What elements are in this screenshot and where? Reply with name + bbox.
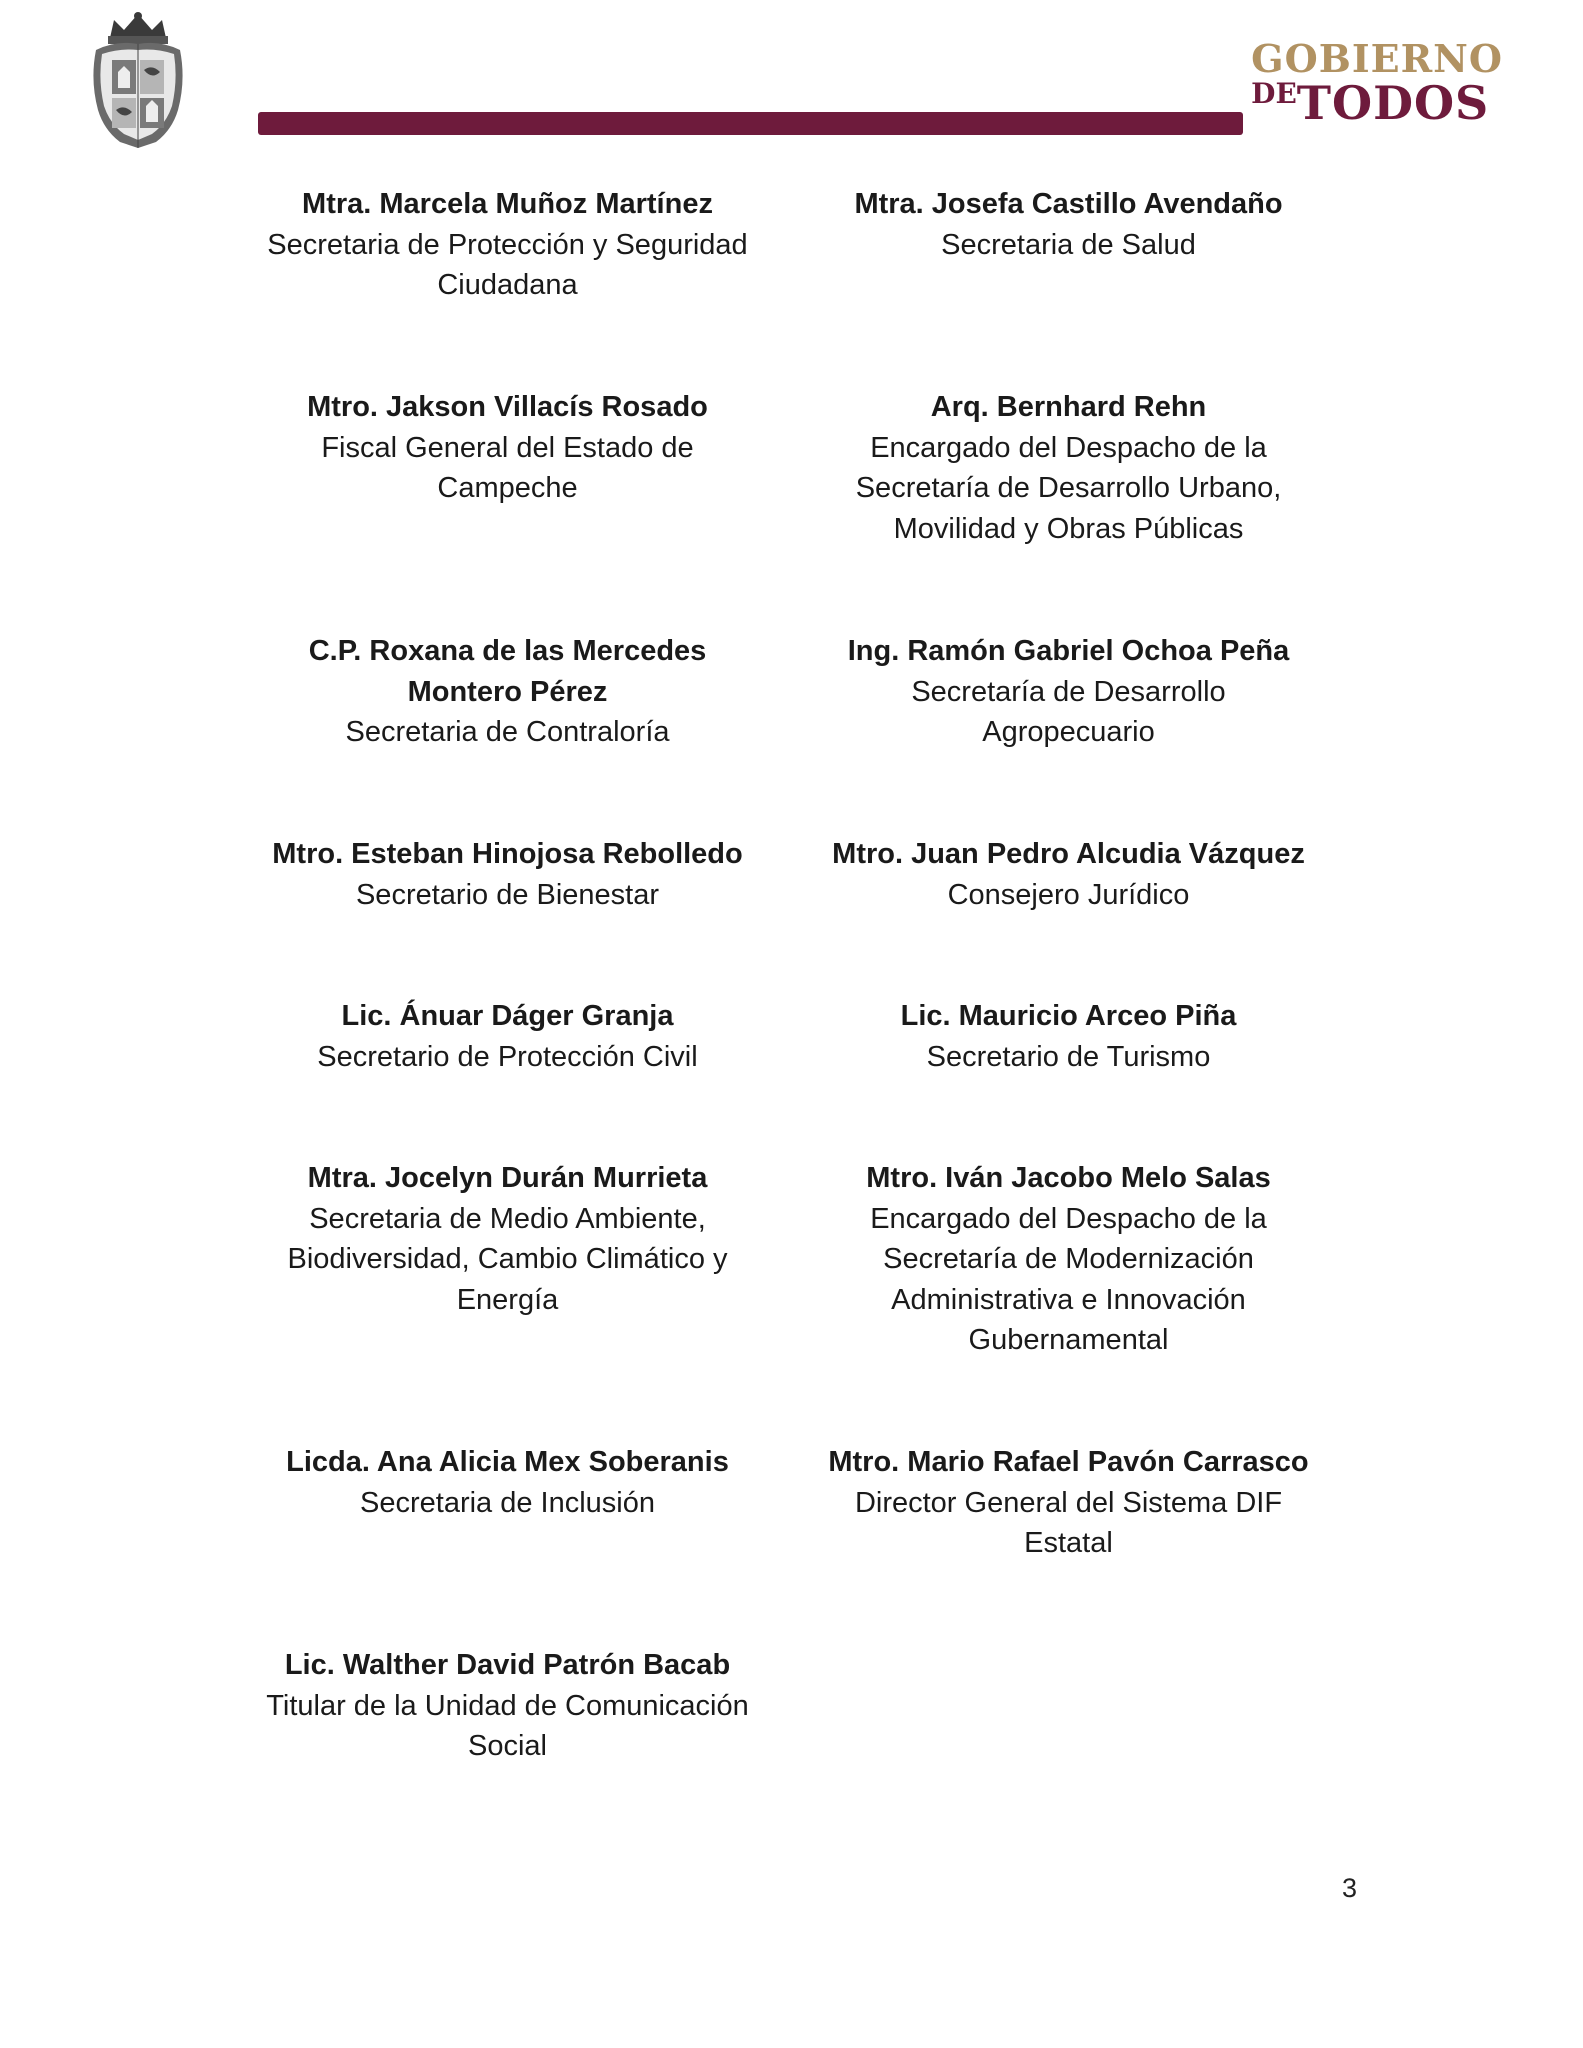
official-name: Mtro. Jakson Villacís Rosado — [307, 391, 708, 423]
coat-of-arms-logo — [90, 10, 186, 152]
official-name: Lic. Mauricio Arceo Piña — [900, 1000, 1237, 1032]
official-name: Licda. Ana Alicia Mex Soberanis — [286, 1446, 729, 1478]
official-role: Consejero Jurídico — [947, 878, 1190, 911]
official-entry — [230, 1442, 785, 1645]
brand-line2: TODOS — [1296, 76, 1490, 130]
official-role: Secretaria de Protección y Seguridad Ciudadana — [267, 228, 748, 301]
official-role: Secretaria de Inclusión — [360, 1486, 655, 1519]
official-name: Mtro. Juan Pedro Alcudia Vázquez — [832, 838, 1305, 870]
brand-line1: GOBIERNO — [1251, 36, 1503, 81]
official-entry — [230, 387, 785, 631]
official-entry — [230, 1158, 785, 1442]
page-number: 3 — [1342, 1873, 1358, 1903]
official-name: Arq. Bernhard Rehn — [930, 391, 1207, 423]
official-name: Lic. Ánuar Dáger Granja — [341, 1000, 674, 1032]
official-name: Mtro. Iván Jacobo Melo Salas — [866, 1162, 1271, 1194]
official-entry — [785, 1442, 1340, 1645]
official-role: Secretaria de Contraloría — [345, 716, 670, 748]
official-entry — [230, 184, 785, 387]
official-role: Encargado del Despacho de la Secretaría de Modernización Administrativa e Innovación Gubernamental — [870, 1202, 1267, 1356]
official-name: Mtra. Josefa Castillo Avendaño — [854, 188, 1283, 220]
official-role: Director General del Sistema DIF Estatal — [854, 1486, 1283, 1559]
official-role: Titular de la Unidad de Comunicación Social — [266, 1689, 749, 1762]
official-entry — [785, 1158, 1340, 1442]
official-name: Ing. Ramón Gabriel Ochoa Peña — [847, 635, 1290, 667]
official-entry — [785, 631, 1340, 834]
official-role: Secretaria de Medio Ambiente, Biodiversidad, Cambio Climático y Energía — [287, 1202, 728, 1316]
official-name: Mtra. Jocelyn Durán Murrieta — [307, 1162, 708, 1194]
official-entry — [785, 996, 1340, 1158]
brand-de: DE — [1251, 77, 1297, 110]
official-name: Mtro. Esteban Hinojosa Rebolledo — [272, 838, 743, 870]
official-entry — [785, 387, 1340, 631]
official-name: Mtra. Marcela Muñoz Martínez — [302, 188, 713, 220]
official-entry — [785, 184, 1340, 387]
official-role: Fiscal General del Estado de Campeche — [321, 431, 694, 504]
header-divider-bar — [258, 112, 1243, 135]
official-entry — [230, 996, 785, 1158]
official-entry — [230, 834, 785, 996]
official-entry — [230, 631, 785, 834]
official-role: Secretario de Bienestar — [355, 878, 660, 911]
official-name: Mtro. Mario Rafael Pavón Carrasco — [828, 1446, 1309, 1478]
official-role: Secretario de Turismo — [926, 1040, 1211, 1073]
official-entry — [230, 1645, 785, 1767]
official-role: Secretaria de Salud — [941, 228, 1196, 261]
officials-list — [230, 184, 1340, 1767]
official-name: Lic. Walther David Patrón Bacab — [284, 1649, 731, 1681]
official-name: C.P. Roxana de las Mercedes Montero Pérez — [308, 635, 707, 708]
gobierno-de-todos-logo — [1251, 36, 1503, 130]
official-role: Secretaría de Desarrollo Agropecuario — [911, 675, 1226, 748]
official-role: Encargado del Despacho de la Secretaría de Desarrollo Urbano, Movilidad y Obras Públicas — [855, 431, 1282, 545]
official-entry — [785, 834, 1340, 996]
official-role: Secretario de Protección Civil — [317, 1040, 698, 1073]
